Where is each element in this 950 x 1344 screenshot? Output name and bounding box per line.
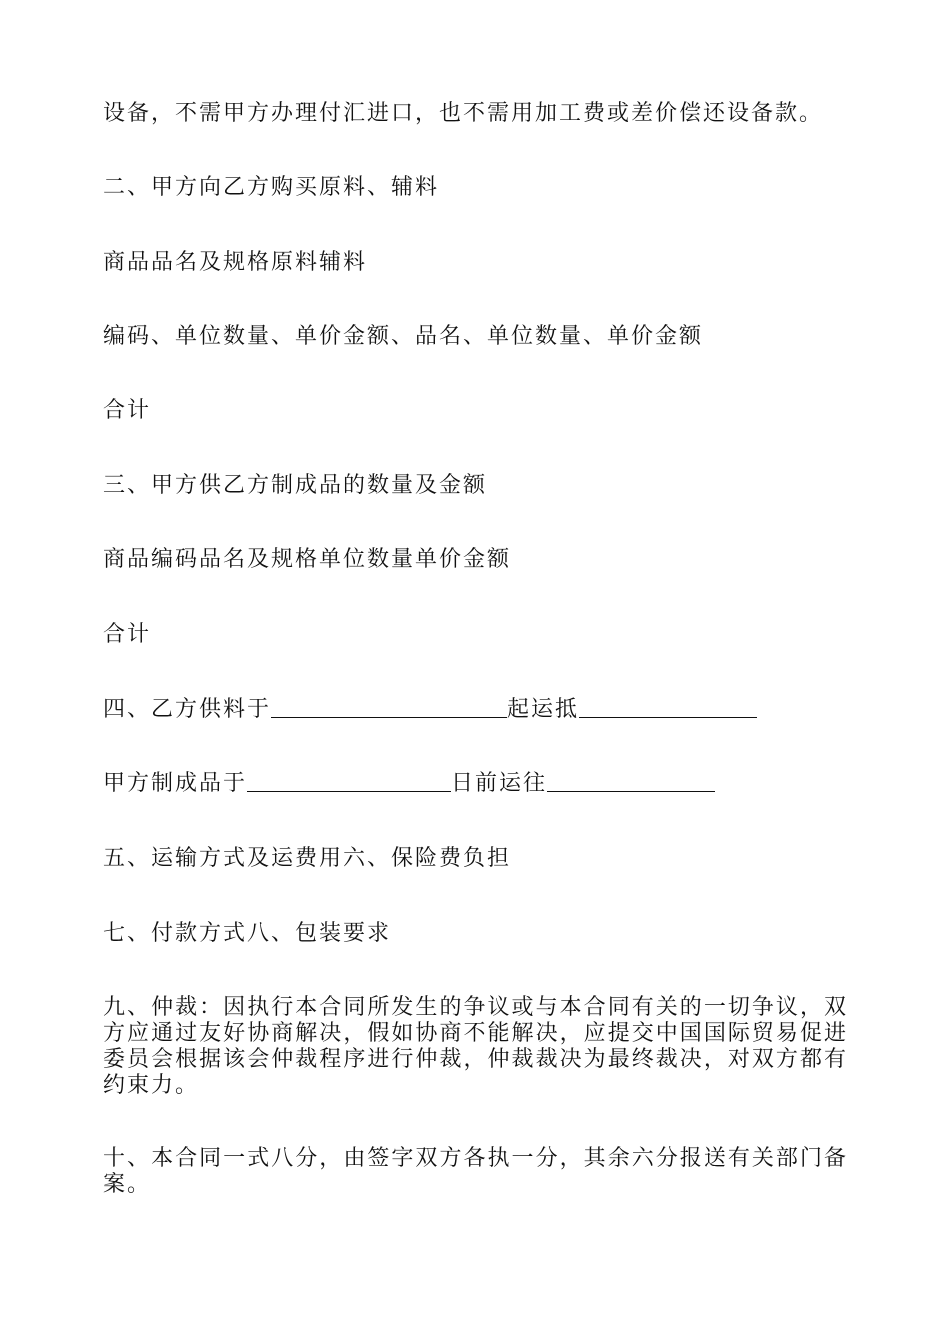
finished-goods-date-blank[interactable] (247, 771, 451, 792)
supply-date-blank[interactable] (271, 697, 507, 718)
supply-date-label: 四、乙方供料于 (103, 697, 272, 722)
copies-paragraph: 十、本合同一式八分，由签字双方各执一分，其余六分报送有关部门备案。 (103, 1146, 848, 1197)
section-two-heading: 二、甲方向乙方购买原料、辅料 (103, 175, 440, 200)
finished-goods-line (103, 771, 848, 797)
materials-table-header: 商品品名及规格原料辅料 (103, 250, 368, 275)
section-three-heading: 三、甲方供乙方制成品的数量及金额 (103, 473, 488, 498)
finished-goods-label: 甲方制成品于 (103, 771, 248, 796)
materials-total-label: 合计 (103, 398, 152, 423)
ship-to-blank[interactable] (579, 697, 757, 718)
section-four-line (103, 697, 848, 723)
products-table-columns: 商品编码品名及规格单位数量单价金额 (103, 547, 512, 572)
section-five-six-line: 五、运输方式及运费用六、保险费负担 (103, 846, 512, 871)
deliver-to-blank[interactable] (547, 771, 715, 792)
deliver-before-label: 日前运往 (451, 771, 548, 796)
ship-to-label: 起运抵 (507, 697, 580, 722)
arbitration-paragraph: 九、仲裁：因执行本合同所发生的争议或与本合同有关的一切争议，双方应通过友好协商解决，假如协商不能解决，应提交中国国际贸易促进委员会根据该会仲裁程序进行仲裁，仲裁裁决为最终裁决，对双方都有约束力。 (103, 995, 848, 1098)
products-total-label: 合计 (103, 622, 152, 647)
materials-table-columns: 编码、单位数量、单价金额、品名、单位数量、单价金额 (103, 324, 704, 349)
section-seven-eight-line: 七、付款方式八、包装要求 (103, 921, 392, 946)
equipment-clause-line: 设备，不需甲方办理付汇进口，也不需用加工费或差价偿还设备款。 (103, 101, 824, 126)
